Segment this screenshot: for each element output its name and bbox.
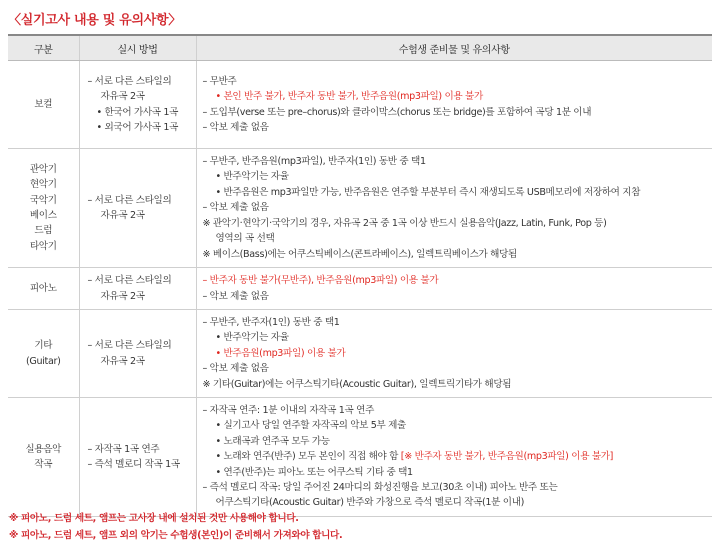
category-label: (Guitar) (26, 355, 61, 367)
table-header-row (8, 35, 712, 61)
prep-line: – 악보 제출 없음 (202, 202, 269, 214)
footer-notes (9, 510, 342, 544)
header-prep: 수험생 준비물 및 유의사항 (196, 35, 712, 61)
prep-line: • 연주(반주)는 피아노 또는 어쿠스틱 기타 중 택1 (215, 466, 413, 478)
category-label: 드럼 (34, 225, 53, 237)
category-label: 기타 (34, 340, 53, 352)
method-line: – 서로 다른 스타일의 (87, 340, 172, 352)
method-cell (79, 268, 196, 310)
prep-line: – 무반주, 반주음원(mp3파일), 반주자(1인) 동반 중 택1 (202, 156, 426, 168)
prep-line: – 무반주 (202, 75, 237, 87)
table-row (8, 268, 712, 310)
header-method: 실시 방법 (79, 35, 196, 61)
method-cell (79, 61, 196, 149)
method-line: – 서로 다른 스타일의 (87, 275, 172, 287)
prep-cell (196, 61, 712, 149)
method-cell (79, 398, 196, 517)
category-cell (8, 268, 79, 310)
prep-line: – 즉석 멜로디 작곡: 당일 주어진 24마디의 화성진행을 보고(30초 이내) 피아노 반주 또는 (202, 482, 558, 494)
method-line: 자유곡 2곡 (100, 290, 145, 302)
method-line: • 외국어 가사곡 1곡 (96, 121, 179, 133)
category-cell (8, 398, 79, 517)
prep-line: • 노래곡과 연주곡 모두 가능 (215, 435, 330, 447)
category-label: 베이스 (29, 210, 57, 221)
prep-line: – 악보 제출 없음 (202, 121, 269, 133)
table-row (8, 61, 712, 149)
note-line: ※ 피아노, 드럼 세트, 앰프는 고사장 내에 설치된 것만 사용해야 합니다. (9, 513, 299, 524)
prep-cell (196, 310, 712, 398)
prep-line: ※ 베이스(Bass)에는 어쿠스틱베이스(콘트라베이스), 일렉트릭베이스가 해당됨 (202, 248, 517, 260)
prep-line: 어쿠스틱기타(Acoustic Guitar) 반주와 가창으로 즉석 멜로디 작곡(1분 이내) (215, 497, 525, 509)
category-label: 현악기 (29, 179, 57, 191)
prep-line: – 도입부(verse 또는 pre–chorus)와 클라이막스(chorus 또는 bridge)를 포함하여 곡당 1분 이내 (202, 106, 592, 118)
prep-line: ※ 관악기·현악기·국악기의 경우, 자유곡 2곡 중 1곡 이상 반드시 실용음악(Jazz, Latin, Funk, Pop 등) (202, 217, 607, 229)
prep-line: ※ 기타(Guitar)에는 어쿠스틱기타(Acoustic Guitar), 일렉트릭기타가 해당됨 (202, 378, 512, 390)
category-cell (8, 61, 79, 149)
category-cell (8, 149, 79, 268)
method-line: 자유곡 2곡 (100, 210, 145, 221)
category-label: 보컬 (34, 98, 53, 110)
method-line: 자유곡 2곡 (100, 91, 145, 103)
category-label: 피아노 (29, 282, 57, 294)
exam-info-table (8, 34, 712, 517)
prep-line: 영역의 곡 선택 (215, 233, 275, 245)
category-cell (8, 310, 79, 398)
method-line: 자유곡 2곡 (100, 355, 145, 367)
prep-cell (196, 398, 712, 517)
category-label: 실용음악 (25, 443, 62, 455)
prep-line: • 반주음원은 mp3파일만 가능, 반주음원은 연주할 부분부터 즉시 재생되도록 USB메모리에 저장하여 지참 (215, 186, 641, 198)
header-category: 구분 (8, 35, 79, 61)
prep-cell (196, 149, 712, 268)
prep-line: • 본인 반주 불가, 반주자 동반 불가, 반주음원(mp3파일) 이용 불가 (215, 91, 483, 103)
method-line: – 즉석 멜로디 작곡 1곡 (87, 458, 180, 470)
method-line: – 자작곡 1곡 연주 (87, 443, 160, 455)
page-title: 〈실기고사 내용 및 유의사항〉 (8, 13, 181, 28)
note-line: ※ 피아노, 드럼 세트, 앰프 외의 악기는 수험생(본인)이 준비해서 가져와야 합니다. (9, 530, 343, 541)
method-line: • 한국어 가사곡 1곡 (96, 106, 179, 118)
method-cell (79, 310, 196, 398)
prep-line: – 무반주, 반주자(1인) 동반 중 택1 (202, 317, 340, 328)
method-line: – 서로 다른 스타일의 (87, 194, 172, 206)
prep-line: • 실기고사 당일 연주할 자작곡의 악보 5부 제출 (215, 420, 406, 432)
table-row (8, 310, 712, 398)
prep-line: – 악보 제출 없음 (202, 290, 269, 302)
prep-line: – 악보 제출 없음 (202, 363, 269, 375)
prep-line-part: • 노래와 연주(반주) 모두 본인이 직접 해야 함 (215, 451, 401, 463)
table-row (8, 398, 712, 517)
method-cell (79, 149, 196, 268)
prep-line (203, 449, 713, 464)
category-label: 타악기 (29, 240, 57, 252)
table-row (8, 149, 712, 268)
prep-line: – 반주자 동반 불가(무반주), 반주음원(mp3파일) 이용 불가 (202, 275, 439, 287)
prep-line: • 반주음원(mp3파일) 이용 불가 (215, 347, 346, 359)
prep-line: • 반주악기는 자율 (215, 332, 289, 344)
method-line: – 서로 다른 스타일의 (87, 75, 172, 87)
category-label: 관악기 (29, 163, 57, 175)
prep-line-part: [※ 반주자 동반 불가, 반주음원(mp3파일) 이용 불가] (400, 451, 614, 463)
prep-line: – 자작곡 연주: 1분 이내의 자작곡 1곡 연주 (202, 405, 374, 417)
table-body (8, 61, 712, 517)
prep-cell (196, 268, 712, 310)
category-label: 작곡 (34, 458, 53, 470)
prep-line: • 반주악기는 자율 (215, 171, 289, 183)
category-label: 국악기 (29, 194, 57, 206)
